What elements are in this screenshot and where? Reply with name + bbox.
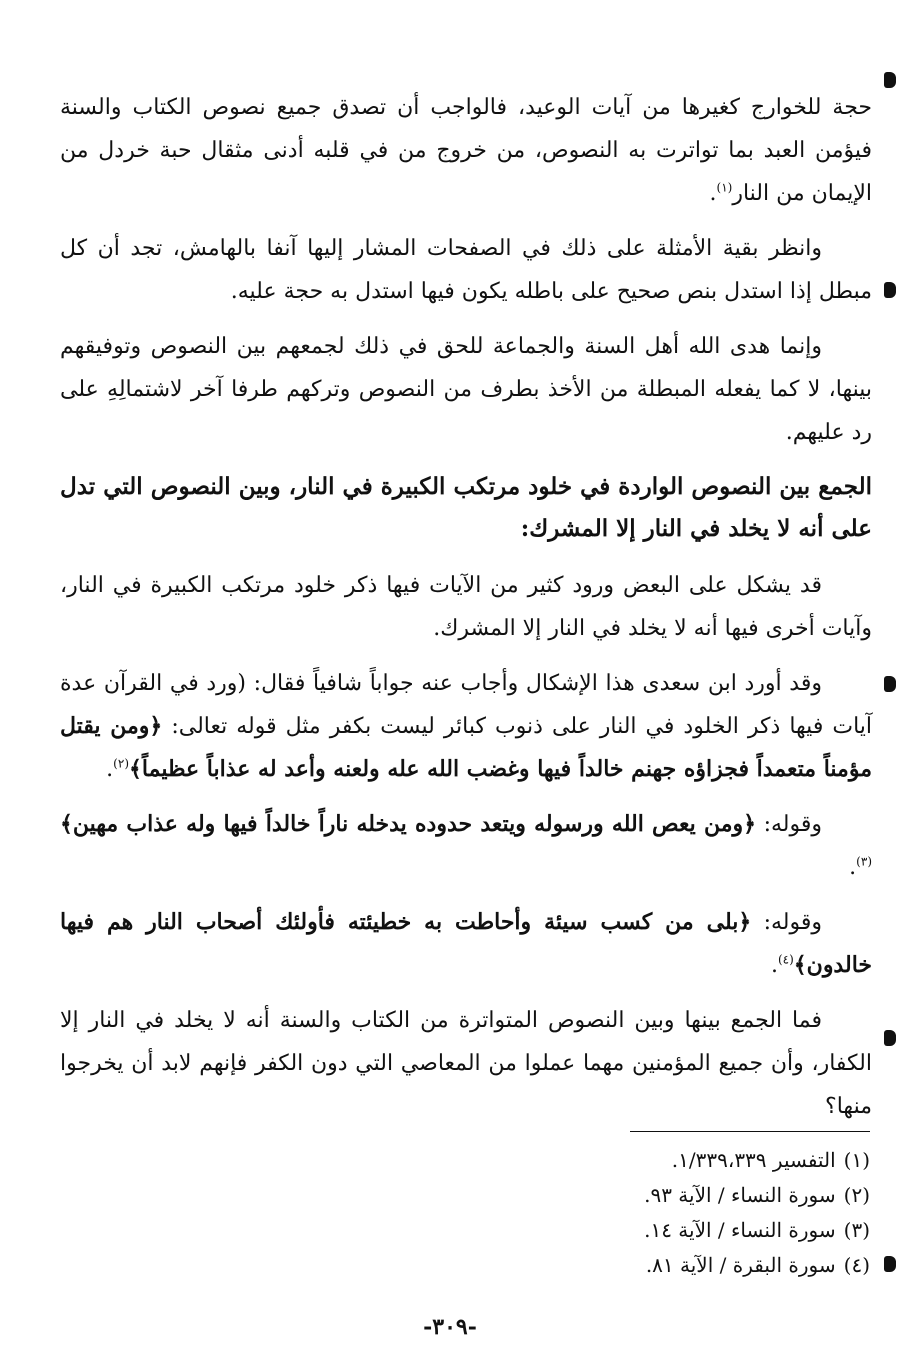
footnote-item bbox=[370, 1248, 870, 1283]
paragraph-7-end: . bbox=[770, 953, 778, 978]
footnote-number: (١) bbox=[843, 1148, 870, 1172]
binding-mark bbox=[884, 1030, 896, 1046]
paragraph-6-end: . bbox=[849, 855, 857, 880]
footnote-text: سورة البقرة / الآية ٨١. bbox=[645, 1253, 836, 1277]
paragraph-7-intro: وقوله: bbox=[763, 910, 822, 935]
paragraph-2: وانظر بقية الأمثلة على ذلك في الصفحات المشار إليها آنفا بالهامش، تجد أن كل مبطل إذا استدل بنص صحيح على باطله يكون فيها استدل به حجة عليه. bbox=[60, 236, 872, 304]
footnote-ref-1: (١) bbox=[716, 180, 733, 195]
footnote-text: سورة النساء / الآية ٩٣. bbox=[644, 1183, 836, 1207]
quran-quote-1: ﴿ومن يقتل مؤمناً متعمداً فجزاؤه جهنم خالداً فيها وغضب الله عله ولعنه وأعد له عذاباً عظيماً﴾ bbox=[60, 713, 872, 782]
footnote-text: سورة النساء / الآية ١٤. bbox=[644, 1218, 836, 1242]
paragraph-4: قد يشكل على البعض ورود كثير من الآيات فيها ذكر خلود مرتكب الكبيرة في النار، وآيات أخرى فيها أنه لا يخلد في النار إلا المشرك. bbox=[60, 573, 872, 641]
footnote-item bbox=[370, 1178, 870, 1213]
footnote-item bbox=[370, 1213, 870, 1248]
footnote-item bbox=[370, 1143, 870, 1178]
footnote-text: التفسير ١/٣٣٩،٣٣٩. bbox=[671, 1148, 836, 1172]
paragraph-8: فما الجمع بينها وبين النصوص المتواترة من الكتاب والسنة أنه لا يخلد في النار إلا الكفار، وأن جميع المؤمنين مهما عملوا من المعاصي التي دون الكفر فإنهم لابد أن يخرجوا منها؟ bbox=[60, 1008, 872, 1119]
binding-mark bbox=[884, 676, 896, 692]
binding-mark bbox=[884, 72, 896, 88]
footnote-divider bbox=[630, 1131, 870, 1132]
footnote-ref-4: (٤) bbox=[777, 952, 794, 967]
binding-mark bbox=[884, 282, 896, 298]
paragraph-7 bbox=[60, 901, 872, 987]
footnote-number: (٣) bbox=[843, 1218, 870, 1242]
footnote-number: (٤) bbox=[843, 1253, 870, 1277]
page-number: -٣٠٩- bbox=[423, 1314, 477, 1340]
section-heading: الجمع بين النصوص الواردة في خلود مرتكب الكبيرة في النار، وبين النصوص التي تدل على أنه لا يخلد في النار إلا المشرك: bbox=[60, 473, 872, 542]
quran-quote-2: ﴿ومن يعص الله ورسوله ويتعد حدوده يدخله ناراً خالداً فيها وله عذاب مهين﴾ bbox=[60, 811, 757, 837]
quran-quote-3: ﴿بلى من كسب سيئة وأحاطت به خطيئته فأولئك أصحاب النار هم فيها خالدون﴾ bbox=[60, 909, 872, 978]
paragraph-1-text: حجة للخوارج كغيرها من آيات الوعيد، فالواجب أن تصدق جميع نصوص الكتاب والسنة فيؤمن العبد بما تواترت به النصوص، من خروج من في قلبه أدنى مثقال حبة خردل من الإيمان من النار bbox=[60, 95, 872, 206]
paragraph-6-intro: وقوله: bbox=[763, 812, 823, 837]
paragraph-1-end: . bbox=[709, 181, 717, 206]
paragraph-5 bbox=[60, 662, 872, 791]
footnotes bbox=[370, 1143, 870, 1283]
binding-mark bbox=[884, 1256, 896, 1272]
paragraph-5-end: . bbox=[106, 757, 114, 782]
paragraph-5-intro: وقد أورد ابن سعدى هذا الإشكال وأجاب عنه جواباً شافياً فقال: (ورد في القرآن عدة آيات فيها ذكر الخلود في النار على ذنوب كبائر ليست بكفر مثل قوله تعالى: bbox=[60, 671, 873, 739]
paragraph-1 bbox=[60, 86, 872, 215]
footnote-ref-2: (٢) bbox=[113, 756, 129, 771]
page-body bbox=[60, 86, 872, 1140]
paragraph-3: وإنما هدى الله أهل السنة والجماعة للحق في ذلك لجمعهم بين النصوص وتوفيقهم بينها، لا كما يفعله المبطلة من الأخذ بطرف من النصوص وتركهم طرفا آخر لاشتمالِهِ على رد عليهم. bbox=[60, 334, 872, 445]
paragraph-6 bbox=[60, 803, 872, 889]
footnote-number: (٢) bbox=[843, 1183, 870, 1207]
footnote-ref-3: (٣) bbox=[856, 854, 872, 869]
